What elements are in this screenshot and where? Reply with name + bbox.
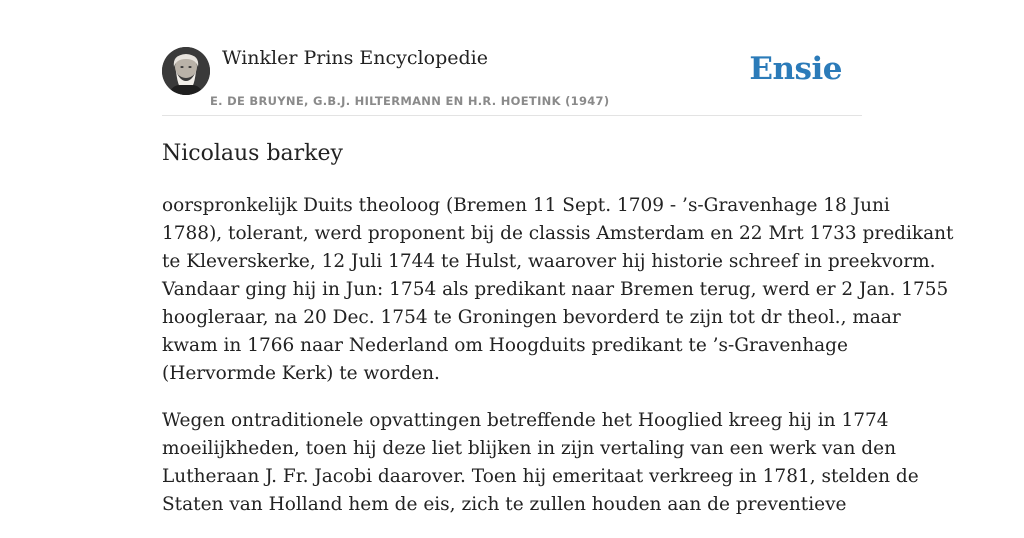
text-line: te Kleverskerke, 12 Juli 1744 te Hulst, waarover hij historie schreef in preekvorm.	[162, 251, 936, 272]
text-line: (Hervormde Kerk) te worden.	[162, 363, 440, 384]
text-line: oorspronkelijk Duits theoloog (Bremen 11 Sept. 1709 - ’s-Gravenhage 18 Juni	[162, 195, 890, 216]
article-paragraph	[162, 192, 954, 388]
article-body	[162, 192, 954, 538]
text-line: Lutheraan J. Fr. Jacobi daarover. Toen hij emeritaat verkreeg in 1781, stelden de	[162, 466, 919, 487]
source-title[interactable]: Winkler Prins Encyclopedie	[222, 47, 488, 69]
article-title: Nicolaus barkey	[162, 141, 343, 166]
article-paragraph	[162, 407, 919, 519]
text-line: kwam in 1766 naar Nederland om Hoogduits predikant te ’s-Gravenhage	[162, 335, 848, 356]
author-portrait-icon	[162, 47, 210, 95]
source-header	[162, 0, 862, 116]
source-authors: E. DE BRUYNE, G.B.J. HILTERMANN EN H.R. HOETINK (1947)	[210, 94, 610, 108]
text-line: Staten van Holland hem de eis, zich te zullen houden aan de preventieve	[162, 494, 847, 515]
author-avatar	[162, 47, 210, 95]
text-line: Wegen ontraditionele opvattingen betreffende het Hooglied kreeg hij in 1774	[162, 410, 889, 431]
text-line: hoogleraar, na 20 Dec. 1754 te Groningen bevorderd te zijn tot dr theol., maar	[162, 307, 901, 328]
text-line: Vandaar ging hij in Jun: 1754 als predikant naar Bremen terug, werd er 2 Jan. 1755	[162, 279, 949, 300]
page-container	[162, 0, 954, 515]
text-line: 1788), tolerant, werd proponent bij de classis Amsterdam en 22 Mrt 1733 predikant	[162, 223, 954, 244]
text-line: moeilijkheden, toen hij deze liet blijken in zijn vertaling van een werk van den	[162, 438, 897, 459]
ensie-logo-link[interactable]: Ensie	[749, 51, 842, 87]
